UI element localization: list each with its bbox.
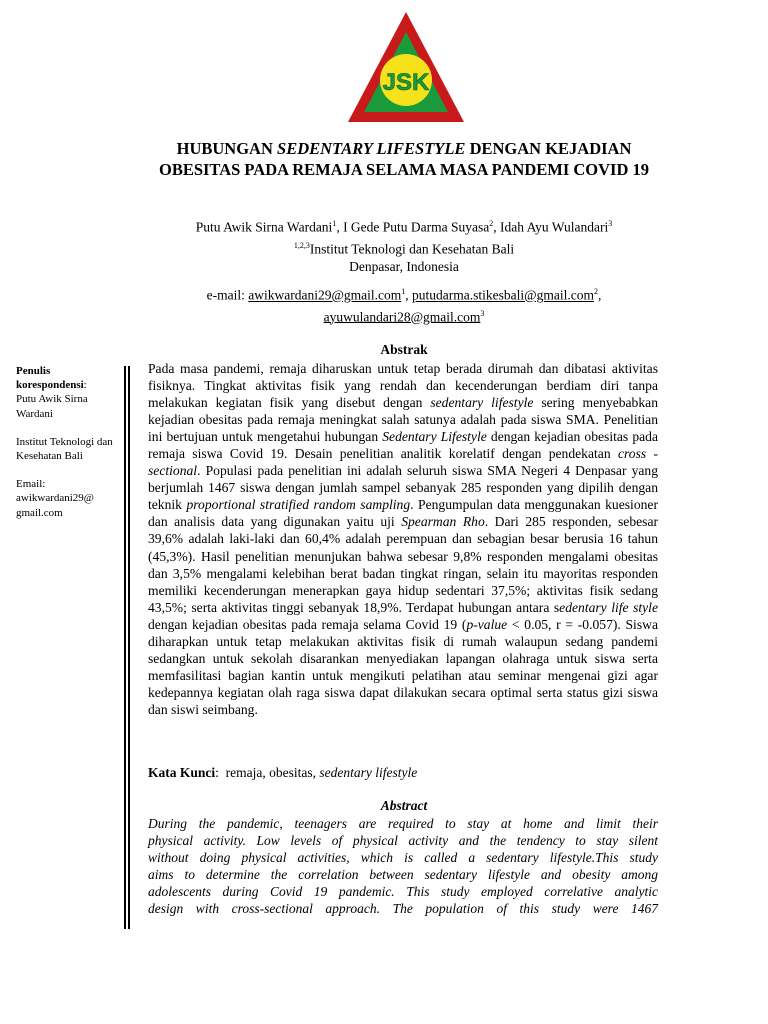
email-link-1[interactable]: awikwardani29@gmail.com xyxy=(248,287,402,303)
abstract-line: During the pandemic, teenagers are required to stay at home and limit their xyxy=(148,816,658,831)
abstract-heading: Abstract xyxy=(380,798,428,813)
correspondence-name: Putu Awik Sirna Wardani xyxy=(16,393,88,420)
correspondence-sidebar: Penulis korespondensi: Putu Awik Sirna Wardani Institut Teknologi dan Kesehatan Bali Email: awikwardani29@ gmail.com xyxy=(16,364,122,534)
correspondence-label: Penulis korespondensi xyxy=(16,365,84,392)
divider-line xyxy=(124,366,126,929)
email-link-2[interactable]: putudarma.stikesbali@gmail.com xyxy=(412,287,594,303)
author-block xyxy=(130,215,678,276)
author-names: Putu Awik Sirna Wardani$^1$, I Gede Putu Darma Suyasa$^2$, Idah Ayu Wulandari$^3$ xyxy=(195,219,613,235)
abstract-line: adolescents during Covid 19 pandemic. This study employed correlative analytic xyxy=(148,884,658,900)
affiliation: $^{1,2,3}$Institut Teknologi dan Kesehatan Bali xyxy=(293,240,515,256)
city: Denpasar, Indonesia xyxy=(349,259,459,274)
logo-letters: JSK xyxy=(382,69,430,96)
email-block: e-mail: awikwardani29@gmail.com$^1$, putudarma.stikesbali@gmail.com$^2$, ayuwulandari28@gmail.com$^3$ xyxy=(206,287,602,324)
abstract-line: physical activity. Low levels of physical activity and the tendency to stay silent xyxy=(148,833,658,849)
abstract-line: design with cross-sectional approach. The population of this study were 1467 xyxy=(148,901,658,917)
abstract-line: without doing physical activities, which is called a sedentary lifestyle.This study xyxy=(148,850,658,866)
journal-logo xyxy=(346,10,466,126)
email-link-3[interactable]: ayuwulandari28@gmail.com xyxy=(323,309,481,324)
correspondence-email-label: Email: xyxy=(16,478,46,491)
abstrak-heading: Abstrak xyxy=(380,342,428,357)
abstract-line: aims to determine the correlation between sedentary lifestyle and obesity among xyxy=(148,867,658,883)
keywords: Kata Kunci: remaja, obesitas, sedentary lifestyle xyxy=(148,765,418,780)
correspondence-email: awikwardani29@ gmail.com xyxy=(16,492,94,519)
abstrak-body: Pada masa pandemi, remaja diharuskan untuk tetap berada dirumah dan dibatasi aktivitas fisiknya. Tingkat aktivitas fisik yang rendah dan kecenderungan berdiam diri tanpa melakukan kegiatan fisik yang disebut dengan sedentary lifestyle sering menyebabkan kejadian obesitas pada remaja meningkat salah satunya adalah pada siswa SMA. Penelitian ini bertujuan untuk mengetahui hubungan Sedentary Lifestyle dengan kejadian obesitas pada remaja siswa Covid 19. Desain penelitian analitik korelatif dengan pendekatan cross -sectional. Populasi pada penelitian ini adalah seluruh siswa SMA Negeri 4 Denpasar yang berjumlah 1467 siswa dengan jumlah sampel sebanyak 285 responden yang dipilih dengan teknik proportional stratified random sampling. Pengumpulan data menggunakan kuesioner dan analisis data yang digunakan yaitu uji Spearman Rho. Dari 285 responden, sebesar 39,6% adalah laki-laki dan 60,4% adalah perempuan dan sebagian besar berusia 16 tahun (45,3%). Hasil penelitian menunjukan bahwa sebesar 9,8% responden mengalami obesitas dan 3,5% mengalami kelebihan berat badan tingkat ringan, selain itu mayoritas responden memiliki kecenderungan menerapkan gaya hidup sedentari 37,5%; aktivitas fisik sedang 43,5%; serta aktivitas tinggi sebanyak 18,9%. Terdapat hubungan antara sedentary life style dengan kejadian obesitas pada remaja selama Covid 19 (p-value < 0.05, r = -0.057). Siswa diharapkan untuk tetap melakukan aktivitas fisik di rumah walaupun sedang pandemi sedangkan untuk sekolah disarankan menyediakan lapangan olahraga untuk siswa serta memfasilitasi bagian kantin untuk mengikuti pelatihan atau seminar mengenai gizi agar kedepannya kegiatan olah raga siswa dapat dilakukan secara optimal serta status gizi siswa dan siswi seimbang. xyxy=(148,361,659,717)
correspondence-institution: Institut Teknologi dan Kesehatan Bali xyxy=(16,435,113,463)
paper-title: HUBUNGAN SEDENTARY LIFESTYLE DENGAN KEJADIAN OBESITAS PADA REMAJA SELAMA MASA PANDEMI COVID 19 xyxy=(158,139,649,179)
abstract-body xyxy=(148,815,658,917)
divider-line xyxy=(128,366,130,929)
